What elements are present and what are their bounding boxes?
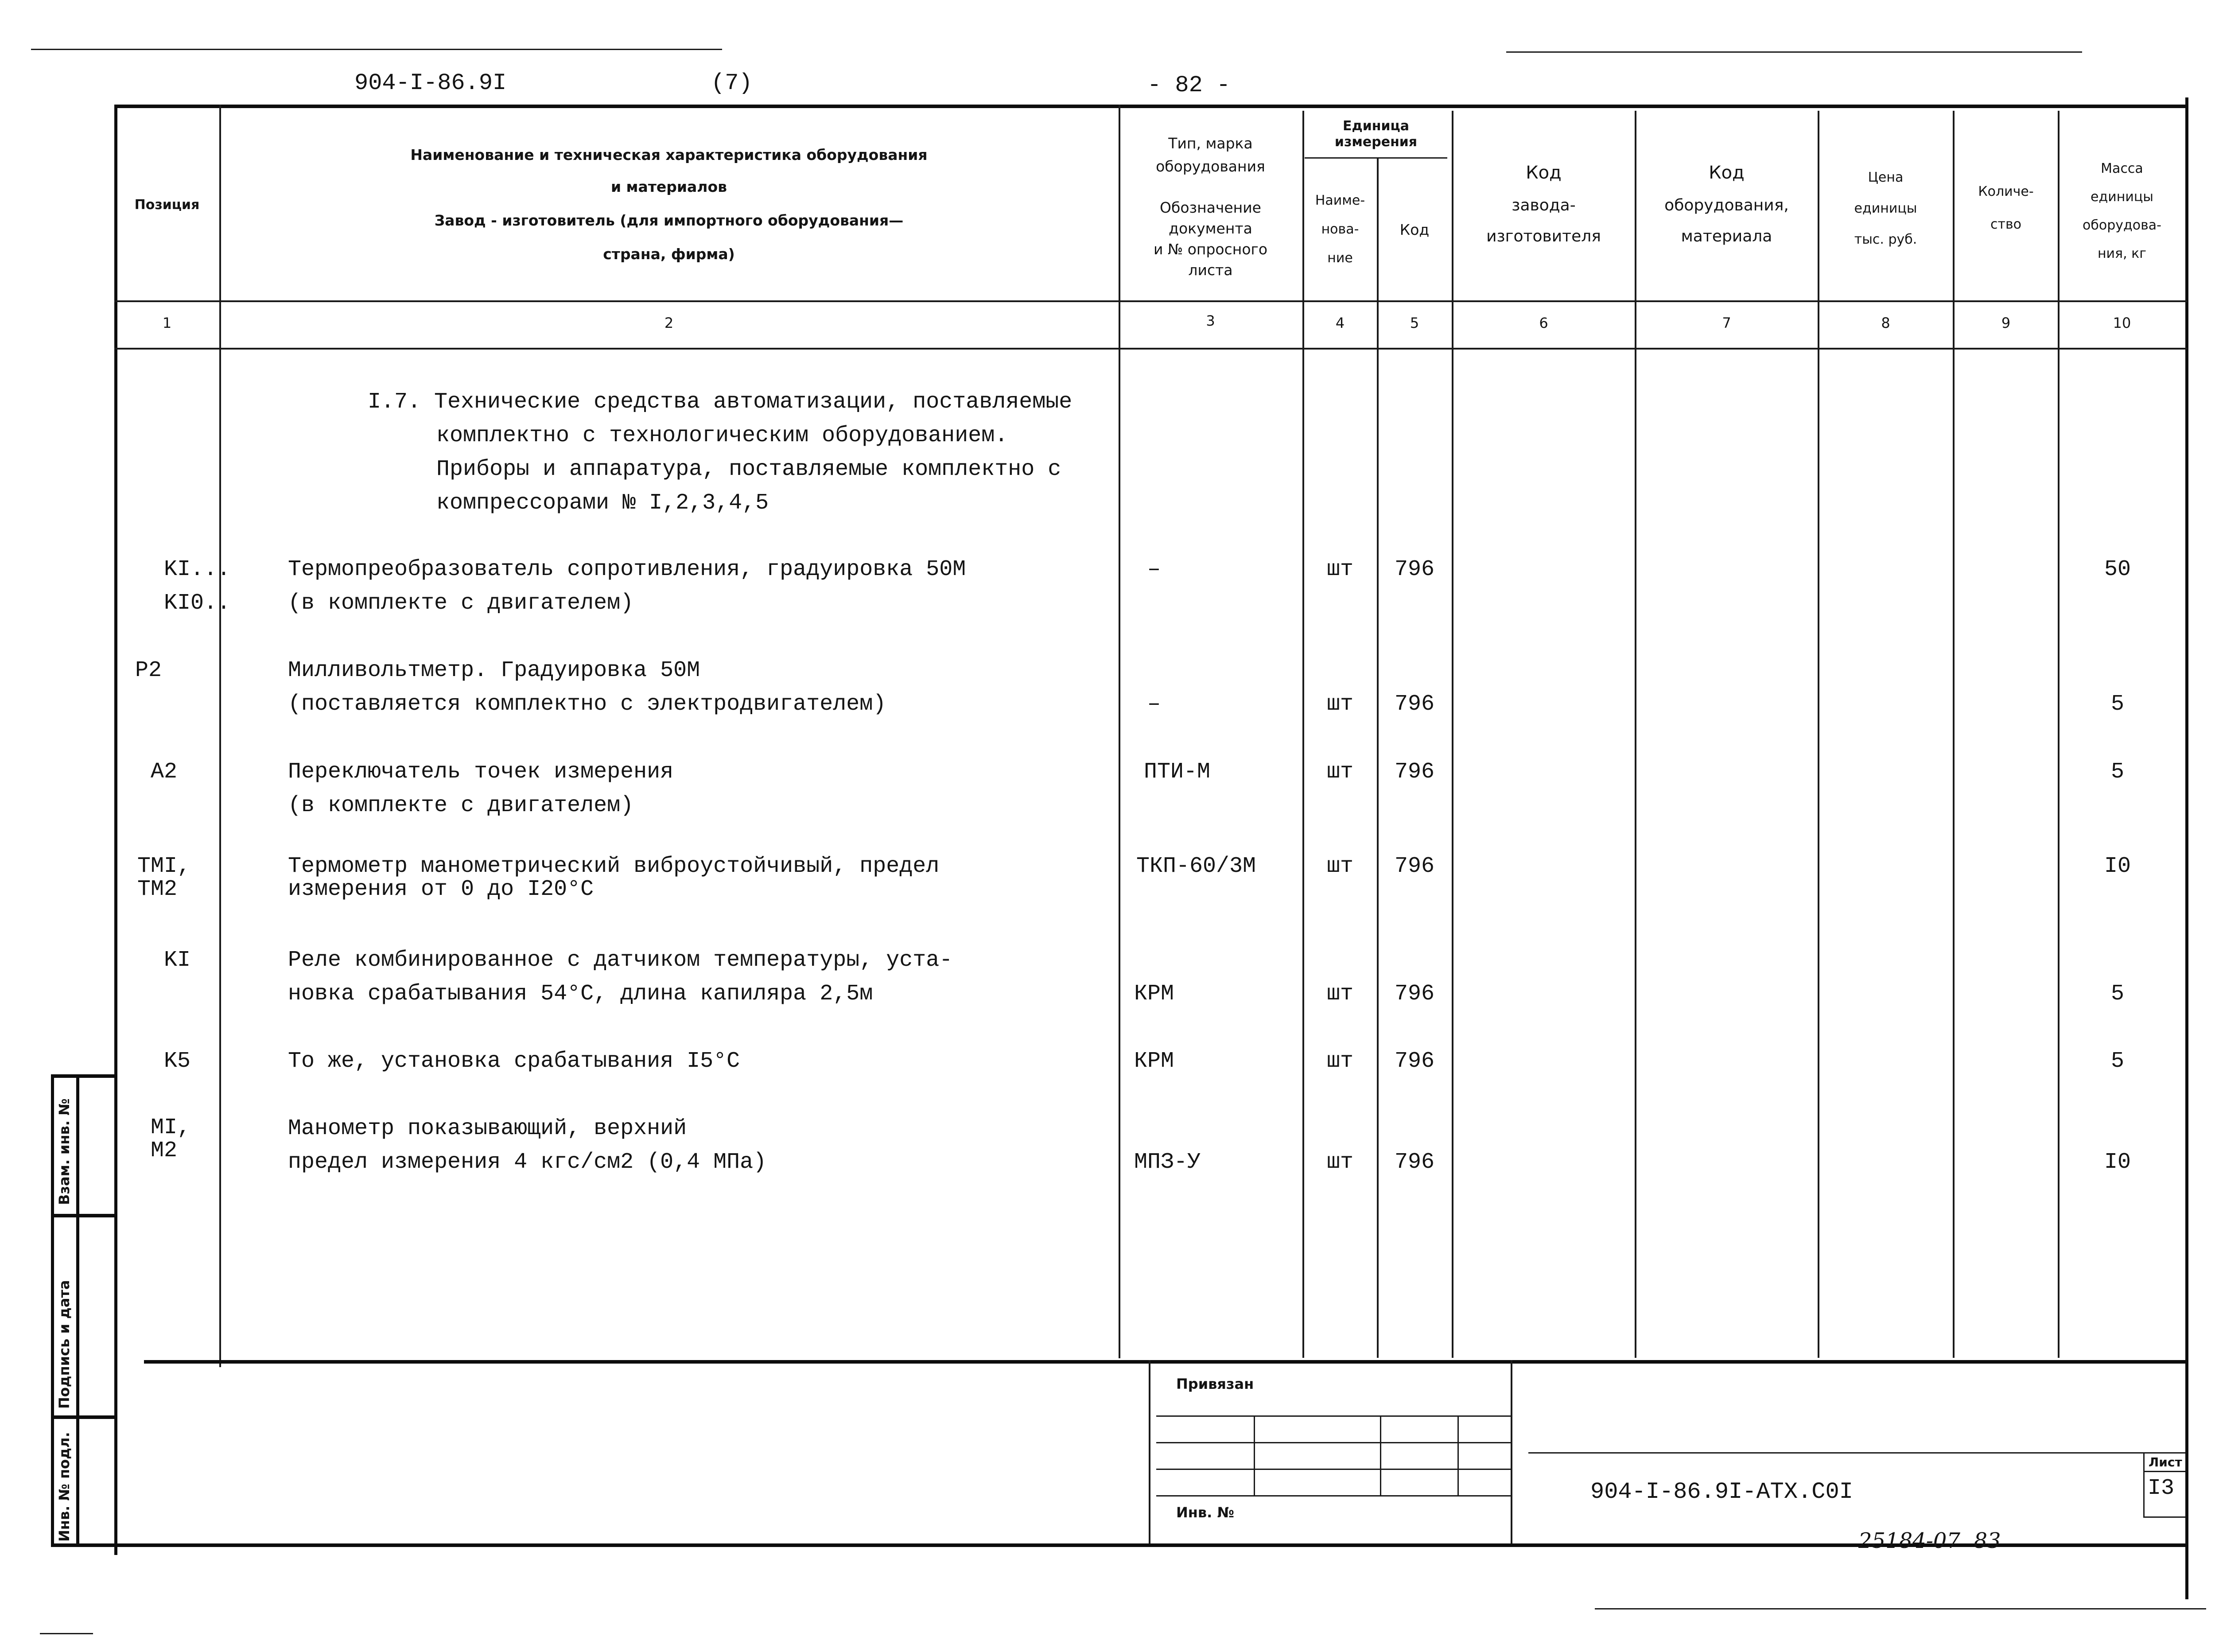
col-line-2 [1119,105,1120,1358]
row3-mass: 5 [2110,759,2124,785]
colnum-5: 5 [1410,315,1419,331]
header-col4-line2: нова- [1321,222,1359,237]
colnum-7: 7 [1722,315,1731,331]
row2-name-1: Милливольтметр. Градуировка 50М [288,658,700,683]
col-line-5 [1452,111,1453,1358]
section-line-2: комплектно с технологическим оборудованием. [436,423,1008,448]
row5-unit: шт [1326,981,1353,1007]
colnum-4: 4 [1335,315,1345,331]
row1-name-2: (в комплекте с двигателем) [288,591,634,616]
header-col3-line1: Тип, марка [1168,135,1253,152]
row7-type: МПЗ-У [1134,1150,1201,1175]
row4-code: 796 [1394,854,1434,879]
header-col7-line3: материала [1681,227,1772,245]
colnum-10: 10 [2113,315,2131,331]
stamp-mid-col-line [1511,1360,1512,1543]
side-block-divider-1 [51,1214,115,1217]
section-line-3: Приборы и аппаратура, поставляемые комплектно с [436,457,1061,482]
colnum-8: 8 [1881,315,1890,331]
row5-name-2: новка срабатывания 54°C, длина капиляра 2,5м [288,981,873,1007]
stamp-doc-code: 904-I-86.9I-АТХ.С0I [1590,1479,1853,1505]
col-line-7 [1818,111,1819,1358]
sheet-in-doc: (7) [711,70,753,96]
row3-name-1: Переключатель точек измерения [288,759,674,785]
header-col1: Позиция [134,197,200,213]
stamp-grid-col-3 [1457,1415,1459,1495]
stamp-inv-no: Инв. № [1176,1504,1234,1521]
row2-mass: 5 [2110,692,2124,717]
header-bottom-line [114,300,2188,302]
bottom-trim-line-right [1595,1608,2206,1609]
stamp-sheet-line [2143,1452,2145,1516]
row6-mass: 5 [2110,1049,2124,1074]
row7-code: 796 [1394,1150,1434,1175]
header-col3-line6: листа [1188,261,1233,279]
row5-mass: 5 [2110,981,2124,1007]
row3-unit: шт [1326,759,1353,785]
header-col2-line3: Завод - изготовитель (для импортного оборудования— [434,212,904,229]
header-col4-line1: Наиме- [1315,193,1365,208]
row2-name-2: (поставляется комплектно с электродвигателем) [288,692,886,717]
row2-code: 796 [1394,692,1434,717]
colnum-2: 2 [664,315,674,331]
header-col7-line2: оборудования, [1664,196,1789,214]
col-line-3 [1302,111,1304,1358]
header-col10-line3: оборудова- [2083,218,2161,233]
row7-name-1: Манометр показывающий, верхний [288,1116,687,1141]
row1-pos-1: KI... [164,557,231,582]
side-block-left-line [51,1074,54,1547]
row6-pos-1: K5 [164,1049,191,1074]
side-podpis-data: Подпись и дата [56,1280,73,1409]
frame-right [2185,97,2188,1599]
side-block-divider-2 [51,1415,115,1419]
header-col3-line5: и № опросного [1153,241,1268,258]
row7-mass: I0 [2104,1150,2131,1175]
unit-group-line [1305,157,1447,159]
row4-name-2: измерения от 0 до I20°C [288,877,594,902]
row7-pos-2: M2 [151,1138,178,1163]
stamp-grid-col-2 [1380,1415,1381,1495]
header-unit-group-line2: измерения [1334,134,1418,150]
row1-pos-2: KI0.. [164,591,231,616]
colnum-6: 6 [1539,315,1548,331]
doc-code-top: 904-I-86.9I [354,70,507,96]
header-col6-line2: завода- [1512,196,1576,214]
header-col10-line2: единицы [2091,189,2153,205]
top-trim-line-right [1506,51,2082,53]
row3-code: 796 [1394,759,1434,785]
stamp-privyazan: Привязан [1176,1376,1254,1392]
header-col8-line1: Цена [1868,170,1904,185]
header-col10-line1: Масса [2101,161,2143,176]
row7-name-2: предел измерения 4 кгс/см2 (0,4 МПа) [288,1150,767,1175]
header-col3-line3: Обозначение [1160,199,1261,216]
header-col3-line2: оборудования [1156,158,1265,175]
header-col6-line3: изготовителя [1486,227,1601,245]
row4-unit: шт [1326,854,1353,879]
row1-name-1: Термопреобразователь сопротивления, градуировка 50М [288,557,966,582]
row4-name-1: Термометр манометрический виброустойчивый, предел [288,854,940,879]
stamp-sheet-bottom-line [2143,1516,2185,1518]
frame-top [114,105,2188,108]
side-block-mid-line [76,1074,79,1547]
bottom-trim-line [40,1633,93,1634]
header-col2-line4: страна, фирма) [603,245,735,263]
col-line-1 [219,105,221,1367]
row4-pos-1: TMI, [137,854,191,879]
stamp-grid-line-4 [1156,1495,1511,1497]
row6-code: 796 [1394,1049,1434,1074]
row5-code: 796 [1394,981,1434,1007]
top-trim-line [31,49,722,50]
colnum-3: 3 [1206,312,1215,329]
row6-name-1: То же, установка срабатывания I5°C [288,1049,740,1074]
col-line-6 [1635,111,1636,1358]
header-col4-line3: ние [1327,250,1353,266]
header-col9-line1: Количе- [1978,184,2034,199]
header-col2-line1: Наименование и техническая характеристика оборудования [410,146,928,163]
section-line-4: компрессорами № I,2,3,4,5 [436,490,769,516]
row3-name-2: (в комплекте с двигателем) [288,793,634,818]
row1-mass: 50 [2104,557,2131,582]
stamp-sheet-no: I3 [2148,1476,2175,1501]
header-col9-line2: ство [1990,217,2021,232]
stamp-top-line [144,1360,2185,1364]
colnum-1: 1 [162,315,172,331]
row5-pos-1: KI [164,948,191,973]
header-col8-line3: тыс. руб. [1854,232,1917,247]
row3-type: ПТИ-М [1144,759,1211,785]
colnum-9: 9 [2001,315,2011,331]
header-col5: Код [1399,221,1430,238]
row7-unit: шт [1326,1150,1353,1175]
col-line-8 [1953,111,1955,1358]
row2-pos-1: P2 [135,658,162,683]
side-vzam-inv: Взам. инв. № [56,1098,73,1205]
header-col6-line1: Код [1526,163,1562,183]
header-unit-group-line1: Единица [1343,118,1409,134]
header-col7-line1: Код [1709,163,1745,183]
row2-type: – [1147,692,1161,717]
side-inv-podl: Инв. № подл. [56,1432,73,1542]
row2-unit: шт [1326,692,1353,717]
row4-mass: I0 [2104,854,2131,879]
stamp-code-top-line [1528,1452,2185,1454]
row5-type: КРМ [1134,981,1174,1007]
section-line-1: I.7. Технические средства автоматизации, поставляемые [368,389,1073,415]
row1-unit: шт [1326,557,1353,582]
row5-name-1: Реле комбинированное с датчиком температуры, уста- [288,948,953,973]
row1-type: – [1147,557,1161,582]
side-block-top-line [51,1074,115,1078]
header-col10-line4: ния, кг [2097,246,2147,261]
header-col3-line4: документа [1169,220,1252,237]
row4-pos-2: TM2 [137,877,178,902]
header-col8-line2: единицы [1854,201,1917,216]
row6-unit: шт [1326,1049,1353,1074]
colnum-bottom-line [114,348,2188,350]
stamp-left-col-line [1149,1360,1150,1543]
row1-code: 796 [1394,557,1434,582]
row4-type: ТКП-60/3М [1136,854,1256,879]
stamp-grid-col-1 [1254,1415,1255,1495]
col-line-9 [2058,111,2060,1358]
row7-pos-1: MI, [151,1115,191,1140]
handwritten-archive-number: 25184-07 83 [1858,1528,2001,1553]
row3-pos-1: A2 [151,759,178,785]
header-col2-line2: и материалов [610,178,727,195]
page-marker: - 82 - [1147,72,1231,98]
row6-type: КРМ [1134,1049,1174,1074]
stamp-sheet-label: Лист [2149,1455,2182,1469]
